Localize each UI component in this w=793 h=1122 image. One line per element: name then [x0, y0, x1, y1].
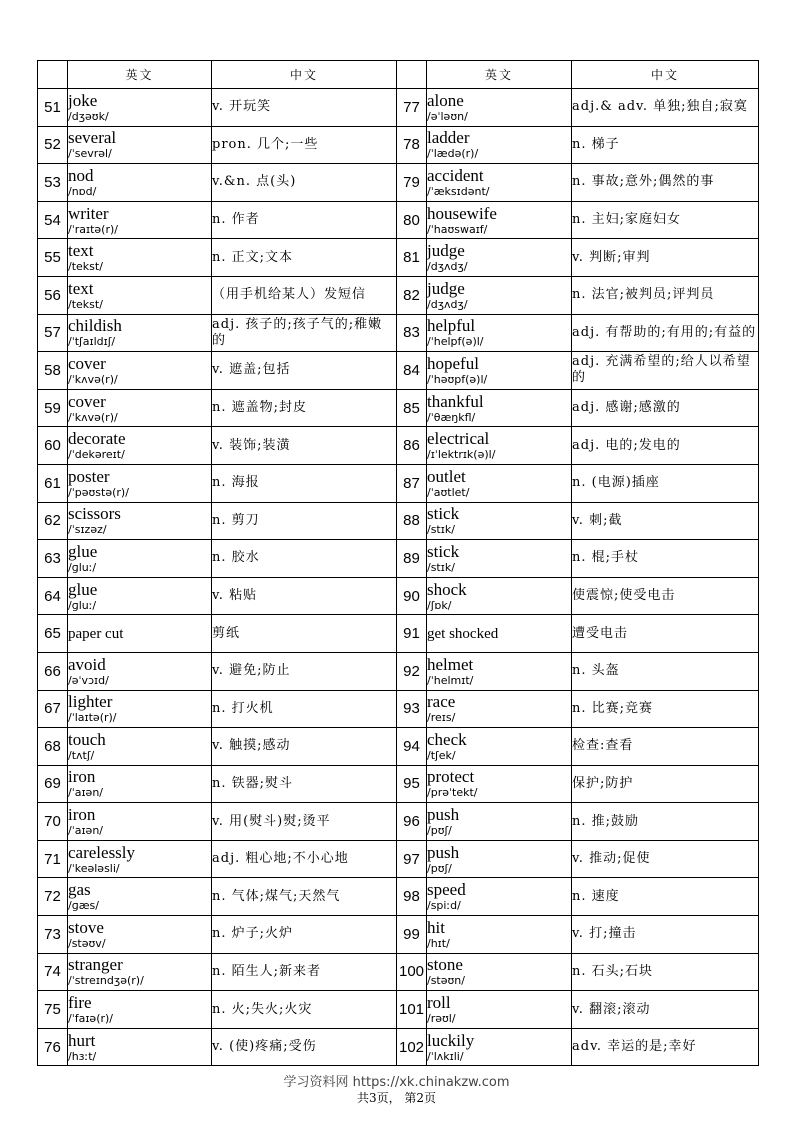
entry-meaning: n. 剪刀: [212, 502, 397, 540]
entry-number: 63: [38, 540, 68, 578]
entry-word-cell: [68, 540, 212, 578]
entry-word-cell: [427, 239, 572, 277]
entry-number: 82: [397, 276, 427, 314]
entry-number: 90: [397, 577, 427, 615]
table-row: [38, 239, 759, 277]
entry-meaning: pron. 几个;一些: [212, 126, 397, 164]
entry-word: push: [427, 842, 460, 862]
table-row: [38, 464, 759, 502]
entry-phonetic: /tekst/: [68, 297, 103, 311]
entry-word: stick: [427, 504, 460, 524]
entry-word-cell: [427, 652, 572, 690]
entry-phonetic: /rəʊl/: [427, 1012, 456, 1026]
table-row: [38, 1028, 759, 1066]
entry-meaning: 剪纸: [212, 615, 397, 653]
entry-meaning: 检查:查看: [572, 728, 759, 766]
table-row: [38, 352, 759, 390]
entry-phonetic: /stɪk/: [427, 523, 455, 537]
entry-number: 58: [38, 352, 68, 390]
table-row: [38, 690, 759, 728]
entry-phonetic: /ˈtʃaɪldɪʃ/: [68, 335, 116, 349]
entry-number: 52: [38, 126, 68, 164]
entry-phonetic: /hɪt/: [427, 936, 450, 950]
entry-phonetic: /tʃek/: [427, 748, 456, 762]
entry-word-cell: [427, 991, 572, 1029]
entry-number: 83: [397, 314, 427, 352]
entry-word: glue: [68, 541, 98, 561]
entry-number: 67: [38, 690, 68, 728]
entry-word: stick: [427, 541, 460, 561]
entry-word-cell: [68, 652, 212, 690]
entry-word-cell: [427, 314, 572, 352]
entry-word-cell: [427, 352, 572, 390]
entry-phonetic: /ˈsɪzəz/: [68, 523, 107, 537]
entry-word: protect: [427, 767, 475, 787]
entry-word-cell: [427, 427, 572, 465]
entry-word-cell: [68, 276, 212, 314]
entry-number: 79: [397, 164, 427, 202]
entry-phonetic: /ˈkʌvə(r)/: [68, 410, 118, 424]
entry-number: 55: [38, 239, 68, 277]
entry-meaning: v. 粘贴: [212, 577, 397, 615]
entry-word-cell: [68, 577, 212, 615]
entry-word-cell: [427, 615, 572, 653]
entry-word-cell: [68, 765, 212, 803]
entry-word-cell: [427, 540, 572, 578]
entry-meaning: v. 避免;防止: [212, 652, 397, 690]
entry-word: stone: [427, 955, 463, 975]
header-number-right: [397, 61, 427, 89]
entry-phonetic: /ˈæksɪdənt/: [427, 184, 490, 198]
entry-word-cell: [68, 239, 212, 277]
header-chinese-left: 中文: [212, 61, 397, 89]
entry-word: stove: [68, 917, 104, 937]
entry-phonetic: /hɜːt/: [68, 1049, 97, 1063]
entry-word-cell: [68, 916, 212, 954]
table-row: [38, 728, 759, 766]
entry-word: helpful: [427, 316, 476, 336]
entry-phonetic: /ˈkʌvə(r)/: [68, 372, 118, 386]
entry-meaning: n. 铁器;熨斗: [212, 765, 397, 803]
entry-word-cell: [427, 126, 572, 164]
entry-meaning: adj. 充满希望的;给人以希望的: [572, 352, 759, 390]
entry-word-cell: [427, 728, 572, 766]
entry-word-cell: [68, 201, 212, 239]
table-row: [38, 164, 759, 202]
entry-phonetic: /dʒʌdʒ/: [427, 260, 468, 274]
entry-word-cell: [427, 201, 572, 239]
entry-number: 69: [38, 765, 68, 803]
entry-phonetic: /ˈhelmɪt/: [427, 673, 474, 687]
entry-word-cell: [427, 164, 572, 202]
entry-number: 71: [38, 840, 68, 878]
entry-number: 76: [38, 1028, 68, 1066]
entry-meaning: v. 判断;审判: [572, 239, 759, 277]
entry-word-cell: [427, 840, 572, 878]
entry-phonetic: /ˈraɪtə(r)/: [68, 222, 118, 236]
entry-number: 84: [397, 352, 427, 390]
entry-meaning: adj. 有帮助的;有用的;有益的: [572, 314, 759, 352]
table-row: [38, 991, 759, 1029]
entry-meaning: v. 用(熨斗)熨;烫平: [212, 803, 397, 841]
footer-site: 学习资料网 https://xk.chinakzw.com: [283, 1075, 510, 1090]
entry-meaning: n. 推;鼓励: [572, 803, 759, 841]
entry-phonetic: /stɪk/: [427, 560, 455, 574]
entry-phonetic: /reɪs/: [427, 711, 456, 725]
entry-word-cell: [68, 615, 212, 653]
entry-word: writer: [68, 203, 109, 223]
entry-phonetic: /ˈkeələsli/: [68, 861, 120, 875]
entry-phonetic: /tʌtʃ/: [68, 748, 95, 762]
entry-number: 81: [397, 239, 427, 277]
table-header-row: [38, 61, 759, 89]
entry-meaning: v. 遮盖;包括: [212, 352, 397, 390]
table-row: [38, 916, 759, 954]
entry-word: ladder: [427, 128, 470, 148]
entry-word: iron: [68, 767, 96, 787]
entry-word: iron: [68, 805, 96, 825]
entry-meaning: adj. 感谢;感激的: [572, 389, 759, 427]
entry-word: speed: [427, 880, 466, 900]
entry-word: joke: [68, 90, 98, 110]
entry-word: text: [68, 241, 94, 261]
entry-word-cell: [68, 840, 212, 878]
entry-word: shock: [427, 579, 467, 599]
entry-meaning: n. 头盔: [572, 652, 759, 690]
entry-word: carelessly: [68, 842, 136, 862]
entry-phonetic: /ˈaʊtlet/: [427, 485, 470, 499]
entry-number: 97: [397, 840, 427, 878]
entry-number: 98: [397, 878, 427, 916]
entry-word-cell: [427, 953, 572, 991]
entry-phonetic: /nɒd/: [68, 184, 97, 198]
table-row: [38, 502, 759, 540]
entry-word-cell: [68, 502, 212, 540]
entry-number: 61: [38, 464, 68, 502]
entry-word: roll: [427, 993, 451, 1013]
table-row: [38, 389, 759, 427]
entry-number: 75: [38, 991, 68, 1029]
entry-word-cell: [68, 427, 212, 465]
entry-phonetic: /əˈvɔɪd/: [68, 673, 109, 687]
entry-phonetic: /ɡluː/: [68, 560, 97, 574]
entry-phonetic: /ˈsevrəl/: [68, 147, 112, 161]
entry-number: 100: [397, 953, 427, 991]
entry-word: check: [427, 729, 467, 749]
table-row: [38, 953, 759, 991]
table-row: [38, 314, 759, 352]
vocabulary-table: [37, 60, 759, 1066]
entry-meaning: adj. 粗心地;不小心地: [212, 840, 397, 878]
entry-meaning: 遭受电击: [572, 615, 759, 653]
entry-number: 54: [38, 201, 68, 239]
entry-word: paper cut: [68, 625, 124, 642]
entry-phonetic: /tekst/: [68, 260, 103, 274]
entry-number: 70: [38, 803, 68, 841]
entry-word: push: [427, 805, 460, 825]
entry-phonetic: /ˈpəʊstə(r)/: [68, 485, 129, 499]
entry-phonetic: /ˈlædə(r)/: [427, 147, 479, 161]
entry-word: stranger: [68, 955, 123, 975]
entry-word: touch: [68, 729, 106, 749]
entry-phonetic: /ˈlaɪtə(r)/: [68, 711, 117, 725]
entry-number: 53: [38, 164, 68, 202]
entry-word-cell: [68, 991, 212, 1029]
entry-word: decorate: [68, 429, 126, 449]
entry-word: avoid: [68, 654, 106, 674]
entry-number: 89: [397, 540, 427, 578]
entry-meaning: v. 装饰;装潢: [212, 427, 397, 465]
entry-number: 96: [397, 803, 427, 841]
entry-phonetic: /ˈaɪən/: [68, 824, 104, 838]
entry-word: get shocked: [427, 625, 499, 642]
entry-phonetic: /ɡæs/: [68, 899, 99, 913]
entry-meaning: v. 开玩笑: [212, 89, 397, 127]
table-row: [38, 878, 759, 916]
entry-word: several: [68, 128, 117, 148]
entry-meaning: adj.& adv. 单独;独自;寂寞: [572, 89, 759, 127]
entry-meaning: n. 主妇;家庭妇女: [572, 201, 759, 239]
entry-word: fire: [68, 993, 92, 1013]
entry-word-cell: [427, 502, 572, 540]
entry-number: 57: [38, 314, 68, 352]
table-row: [38, 126, 759, 164]
entry-word-cell: [68, 126, 212, 164]
entry-meaning: v. (使)疼痛;受伤: [212, 1028, 397, 1066]
entry-word: poster: [68, 466, 110, 486]
entry-meaning: （用手机给某人）发短信: [212, 276, 397, 314]
entry-word-cell: [68, 89, 212, 127]
entry-word: accident: [427, 165, 484, 185]
entry-word: race: [427, 692, 456, 712]
entry-phonetic: /pʊʃ/: [427, 861, 452, 875]
entry-meaning: 保护;防护: [572, 765, 759, 803]
entry-word: electrical: [427, 429, 490, 449]
entry-meaning: n. (电源)插座: [572, 464, 759, 502]
entry-number: 60: [38, 427, 68, 465]
header-english-right: 英文: [427, 61, 572, 89]
entry-word: judge: [427, 241, 465, 261]
entry-word-cell: [427, 690, 572, 728]
entry-number: 73: [38, 916, 68, 954]
entry-word: hit: [427, 917, 445, 937]
entry-word: lighter: [68, 692, 113, 712]
entry-word: nod: [68, 165, 94, 185]
table-row: [38, 276, 759, 314]
entry-number: 93: [397, 690, 427, 728]
entry-word: gas: [68, 880, 91, 900]
entry-number: 72: [38, 878, 68, 916]
entry-word: judge: [427, 278, 465, 298]
entry-word-cell: [68, 803, 212, 841]
entry-word-cell: [68, 389, 212, 427]
entry-number: 80: [397, 201, 427, 239]
entry-number: 65: [38, 615, 68, 653]
entry-meaning: v. 打;撞击: [572, 916, 759, 954]
entry-phonetic: /ʃɒk/: [427, 598, 452, 612]
entry-meaning: n. 法官;被判员;评判员: [572, 276, 759, 314]
entry-number: 99: [397, 916, 427, 954]
entry-meaning: n. 陌生人;新来者: [212, 953, 397, 991]
entry-word-cell: [68, 953, 212, 991]
entry-meaning: v.&n. 点(头): [212, 164, 397, 202]
entry-number: 91: [397, 615, 427, 653]
entry-word: hopeful: [427, 353, 479, 373]
entry-word: thankful: [427, 391, 484, 411]
entry-meaning: n. 气体;煤气;天然气: [212, 878, 397, 916]
table-row: [38, 577, 759, 615]
entry-number: 77: [397, 89, 427, 127]
table-row: [38, 840, 759, 878]
entry-word-cell: [68, 690, 212, 728]
entry-word-cell: [427, 1028, 572, 1066]
header-chinese-right: 中文: [572, 61, 759, 89]
entry-phonetic: /ɪˈlektrɪk(ə)l/: [427, 448, 496, 462]
entry-meaning: n. 打火机: [212, 690, 397, 728]
entry-phonetic: /prəˈtekt/: [427, 786, 478, 800]
entry-word-cell: [68, 352, 212, 390]
entry-number: 78: [397, 126, 427, 164]
entry-word: glue: [68, 579, 98, 599]
entry-number: 74: [38, 953, 68, 991]
entry-meaning: v. 推动;促使: [572, 840, 759, 878]
entry-phonetic: /əˈləʊn/: [427, 109, 468, 123]
entry-word: outlet: [427, 466, 466, 486]
entry-phonetic: /spiːd/: [427, 899, 461, 913]
entry-meaning: n. 梯子: [572, 126, 759, 164]
entry-phonetic: /ˈaɪən/: [68, 786, 104, 800]
entry-word: hurt: [68, 1030, 96, 1050]
entry-word-cell: [427, 577, 572, 615]
entry-phonetic: /ˈθæŋkfl/: [427, 410, 476, 424]
entry-meaning: v. 翻滚;滚动: [572, 991, 759, 1029]
entry-word: text: [68, 278, 94, 298]
table-row: [38, 540, 759, 578]
entry-meaning: v. 刺;截: [572, 502, 759, 540]
entry-number: 94: [397, 728, 427, 766]
entry-number: 85: [397, 389, 427, 427]
entry-number: 101: [397, 991, 427, 1029]
entry-word-cell: [68, 728, 212, 766]
entry-word: cover: [68, 391, 106, 411]
header-english-left: 英文: [68, 61, 212, 89]
entry-number: 95: [397, 765, 427, 803]
entry-meaning: n. 炉子;火炉: [212, 916, 397, 954]
table-row: [38, 652, 759, 690]
entry-phonetic: /ɡluː/: [68, 598, 97, 612]
footer-page-number: 共3页， 第2页: [356, 1091, 437, 1105]
entry-number: 51: [38, 89, 68, 127]
entry-meaning: n. 胶水: [212, 540, 397, 578]
entry-meaning: n. 遮盖物;封皮: [212, 389, 397, 427]
entry-meaning: 使震惊;使受电击: [572, 577, 759, 615]
table-row: [38, 765, 759, 803]
entry-phonetic: /stəʊn/: [427, 974, 465, 988]
entry-phonetic: /ˈhelpf(ə)l/: [427, 335, 484, 349]
entry-word-cell: [427, 803, 572, 841]
header-number-left: [38, 61, 68, 89]
entry-phonetic: /ˈhaʊswaɪf/: [427, 222, 488, 236]
entry-phonetic: /dʒʌdʒ/: [427, 297, 468, 311]
entry-phonetic: /dʒəʊk/: [68, 109, 109, 123]
entry-phonetic: /pʊʃ/: [427, 824, 452, 838]
entry-number: 92: [397, 652, 427, 690]
entry-word: scissors: [68, 504, 121, 524]
entry-number: 68: [38, 728, 68, 766]
entry-word-cell: [427, 916, 572, 954]
entry-word: helmet: [427, 654, 474, 674]
entry-word: housewife: [427, 203, 497, 223]
entry-number: 88: [397, 502, 427, 540]
table-row: [38, 803, 759, 841]
entry-meaning: n. 海报: [212, 464, 397, 502]
entry-word: luckily: [427, 1030, 475, 1050]
entry-meaning: n. 作者: [212, 201, 397, 239]
entry-phonetic: /ˈstreɪndʒə(r)/: [68, 974, 144, 988]
table-row: [38, 89, 759, 127]
entry-meaning: n. 事故;意外;偶然的事: [572, 164, 759, 202]
entry-word-cell: [427, 389, 572, 427]
entry-phonetic: /stəʊv/: [68, 936, 106, 950]
entry-number: 66: [38, 652, 68, 690]
entry-word-cell: [427, 89, 572, 127]
entry-number: 86: [397, 427, 427, 465]
table-row: [38, 427, 759, 465]
entry-meaning: adv. 幸运的是;幸好: [572, 1028, 759, 1066]
entry-meaning: n. 火;失火;火灾: [212, 991, 397, 1029]
entry-word-cell: [68, 878, 212, 916]
entry-word-cell: [68, 464, 212, 502]
entry-word-cell: [68, 1028, 212, 1066]
entry-number: 59: [38, 389, 68, 427]
entry-word: childish: [68, 316, 122, 336]
entry-phonetic: /ˈlʌkɪli/: [427, 1049, 464, 1063]
entry-word-cell: [427, 276, 572, 314]
entry-meaning: n. 棍;手杖: [572, 540, 759, 578]
entry-number: 56: [38, 276, 68, 314]
table-row: [38, 615, 759, 653]
entry-meaning: n. 正文;文本: [212, 239, 397, 277]
entry-meaning: adj. 电的;发电的: [572, 427, 759, 465]
entry-number: 87: [397, 464, 427, 502]
entry-word-cell: [68, 164, 212, 202]
entry-word-cell: [427, 765, 572, 803]
entry-phonetic: /ˈhəʊpf(ə)l/: [427, 372, 488, 386]
entry-number: 102: [397, 1028, 427, 1066]
entry-word-cell: [427, 464, 572, 502]
table-row: [38, 201, 759, 239]
entry-number: 62: [38, 502, 68, 540]
entry-word: alone: [427, 90, 464, 110]
entry-meaning: v. 触摸;感动: [212, 728, 397, 766]
entry-meaning: n. 速度: [572, 878, 759, 916]
entry-phonetic: /ˈfaɪə(r)/: [68, 1012, 114, 1026]
entry-meaning: n. 石头;石块: [572, 953, 759, 991]
entry-word-cell: [427, 878, 572, 916]
entry-word: cover: [68, 353, 106, 373]
entry-word-cell: [68, 314, 212, 352]
entry-phonetic: /ˈdekəreɪt/: [68, 448, 125, 462]
entry-number: 64: [38, 577, 68, 615]
entry-meaning: adj. 孩子的;孩子气的;稚嫩的: [212, 314, 397, 352]
entry-meaning: n. 比赛;竞赛: [572, 690, 759, 728]
